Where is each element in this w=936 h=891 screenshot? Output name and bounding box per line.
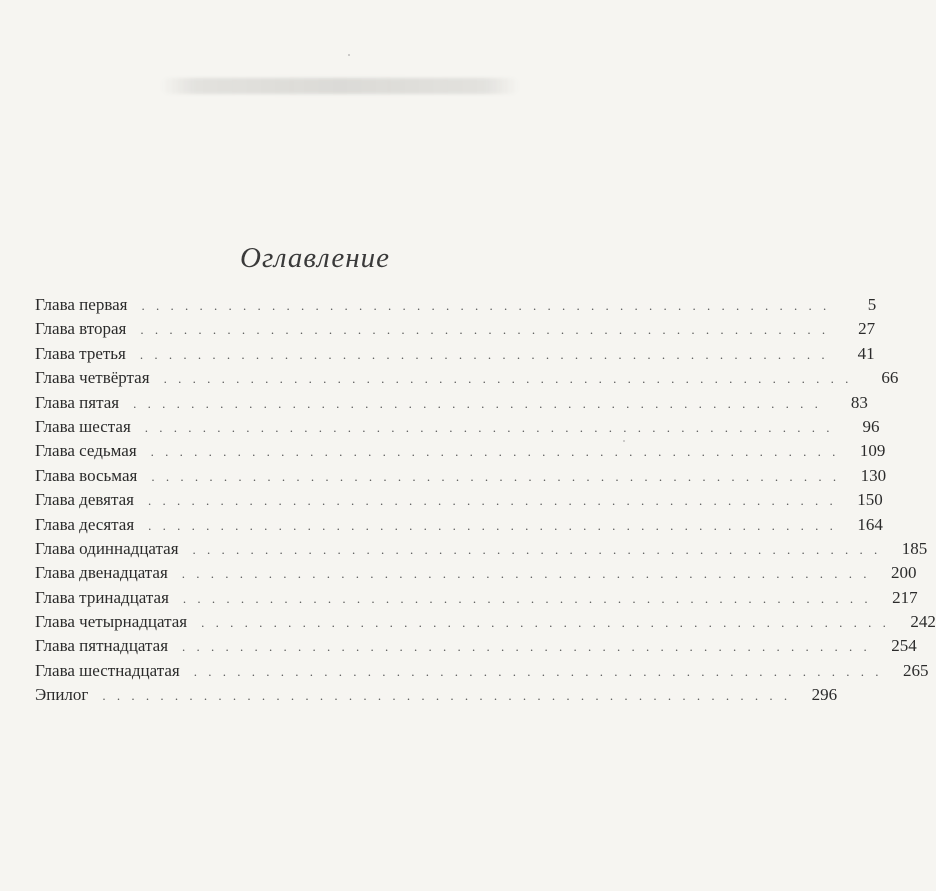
toc-entry-page: 41 bbox=[857, 343, 875, 363]
toc-entry-label: Глава одиннадцатая bbox=[35, 538, 179, 558]
dot-leader: . . . . . . . . . . . . . . . . . . . . . . . . . . . . . . . . . . . . . . . . . . . . . . . . bbox=[148, 517, 837, 533]
paper-speck bbox=[348, 54, 350, 56]
toc-entry-label: Эпилог bbox=[35, 685, 89, 705]
toc-entry-label: Глава третья bbox=[35, 343, 126, 363]
toc-entry-page: 66 bbox=[881, 368, 899, 388]
toc-entry-page: 27 bbox=[858, 319, 876, 339]
toc-entry bbox=[35, 513, 883, 537]
dot-leader: . . . . . . . . . . . . . . . . . . . . . . . . . . . . . . . . . . . . . . . . . . . . . . . . bbox=[182, 639, 871, 655]
toc-entry bbox=[35, 293, 877, 317]
dot-leader: . . . . . . . . . . . . . . . . . . . . . . . . . . . . . . . . . . . . . . . . . . . . . . . . bbox=[193, 663, 883, 679]
dot-leader: . . . . . . . . . . . . . . . . . . . . . . . . . . . . . . . . . . . . . . . . . . . . . . . . bbox=[151, 468, 841, 484]
dot-leader: . . . . . . . . . . . . . . . . . . . . . . . . . . . . . . . . . . . . . . . . . . . . . . . . bbox=[141, 298, 831, 313]
toc-entry bbox=[35, 415, 880, 439]
toc-entry-page: 96 bbox=[862, 416, 880, 436]
toc-entry-page: 217 bbox=[892, 587, 918, 607]
toc-entry bbox=[35, 537, 928, 561]
toc-entry-label: Глава тринадцатая bbox=[35, 587, 169, 607]
toc-entry bbox=[35, 586, 918, 610]
dot-leader: . . . . . . . . . . . . . . . . . . . . . . . . . . . . . . . . . . . . . . . . . . . . . . . . bbox=[192, 541, 882, 557]
dot-leader: . . . . . . . . . . . . . . . . . . . . . . . . . . . . . . . . . . . . . . . . . . . . . . . . bbox=[133, 395, 822, 411]
toc-entry-label: Глава вторая bbox=[35, 319, 127, 339]
toc-entry bbox=[35, 391, 868, 415]
toc-entry-page: 109 bbox=[859, 441, 886, 461]
dot-leader: . . . . . . . . . . . . . . . . . . . . . . . . . . . . . . . . . . . . . . . . . . . . . . . . bbox=[182, 590, 872, 606]
toc-entry bbox=[35, 488, 883, 512]
toc-entry-page: 5 bbox=[867, 295, 877, 314]
toc-entry bbox=[35, 464, 887, 488]
toc-entry-label: Глава шестая bbox=[35, 416, 131, 436]
toc-entry-label: Глава десятая bbox=[35, 514, 135, 534]
toc-entry-page: 200 bbox=[891, 563, 917, 583]
toc-entry-label: Глава четырнадцатая bbox=[35, 612, 188, 632]
toc-entry-label: Глава шестнадцатая bbox=[35, 660, 180, 680]
toc-entry-label: Глава двенадцатая bbox=[35, 563, 168, 583]
toc-entry-page: 242 bbox=[910, 612, 936, 632]
dot-leader: . . . . . . . . . . . . . . . . . . . . . . . . . . . . . . . . . . . . . . . . . . . . . . . . bbox=[139, 346, 829, 362]
toc-entry-page: 265 bbox=[902, 660, 929, 680]
toc-entry bbox=[35, 317, 876, 341]
dot-leader: . . . . . . . . . . . . . . . . . . . . . . . . . . . . . . . . . . . . . . . . . . . . . . . . bbox=[140, 322, 830, 338]
dot-leader: . . . . . . . . . . . . . . . . . . . . . . . . . . . . . . . . . . . . . . . . . . . . . . . . bbox=[102, 688, 792, 704]
dot-leader: . . . . . . . . . . . . . . . . . . . . . . . . . . . . . . . . . . . . . . . . . . . . . . . . bbox=[144, 419, 834, 435]
toc-entry-label: Глава восьмая bbox=[35, 465, 138, 485]
toc-entry-page: 185 bbox=[901, 538, 928, 558]
toc-entry-label: Глава четвёртая bbox=[35, 368, 150, 388]
page-title: Оглавление bbox=[240, 242, 390, 274]
table-of-contents bbox=[35, 293, 936, 708]
toc-entry bbox=[35, 659, 929, 683]
toc-entry bbox=[35, 610, 936, 634]
dot-leader: . . . . . . . . . . . . . . . . . . . . . . . . . . . . . . . . . . . . . . . . . . . . . . . . bbox=[148, 493, 837, 509]
toc-entry-page: 83 bbox=[850, 392, 868, 412]
toc-entry-label: Глава пятая bbox=[35, 392, 120, 412]
toc-entry-page: 296 bbox=[811, 685, 838, 705]
toc-entry-page: 130 bbox=[860, 465, 887, 485]
dot-leader: . . . . . . . . . . . . . . . . . . . . . . . . . . . . . . . . . . . . . . . . . . . . . . . . bbox=[150, 444, 840, 460]
dot-leader: . . . . . . . . . . . . . . . . . . . . . . . . . . . . . . . . . . . . . . . . . . . . . . . . bbox=[201, 615, 890, 631]
toc-entry bbox=[35, 634, 917, 658]
toc-entry bbox=[35, 342, 875, 366]
toc-entry-label: Глава девятая bbox=[35, 490, 134, 510]
toc-entry-page: 150 bbox=[857, 490, 883, 510]
toc-entry bbox=[35, 439, 886, 463]
toc-entry-page: 164 bbox=[857, 514, 883, 534]
toc-entry bbox=[35, 561, 917, 585]
toc-entry bbox=[35, 366, 899, 390]
toc-entry-page: 254 bbox=[891, 636, 917, 656]
toc-entry bbox=[35, 683, 838, 707]
dot-leader: . . . . . . . . . . . . . . . . . . . . . . . . . . . . . . . . . . . . . . . . . . . . . . . . bbox=[163, 371, 853, 387]
show-through-text bbox=[160, 78, 520, 94]
dot-leader: . . . . . . . . . . . . . . . . . . . . . . . . . . . . . . . . . . . . . . . . . . . . . . . . bbox=[181, 566, 871, 582]
toc-entry-label: Глава седьмая bbox=[35, 441, 137, 461]
toc-entry-label: Глава первая bbox=[35, 295, 128, 314]
paper-speck bbox=[623, 440, 625, 442]
toc-entry-label: Глава пятнадцатая bbox=[35, 636, 169, 656]
